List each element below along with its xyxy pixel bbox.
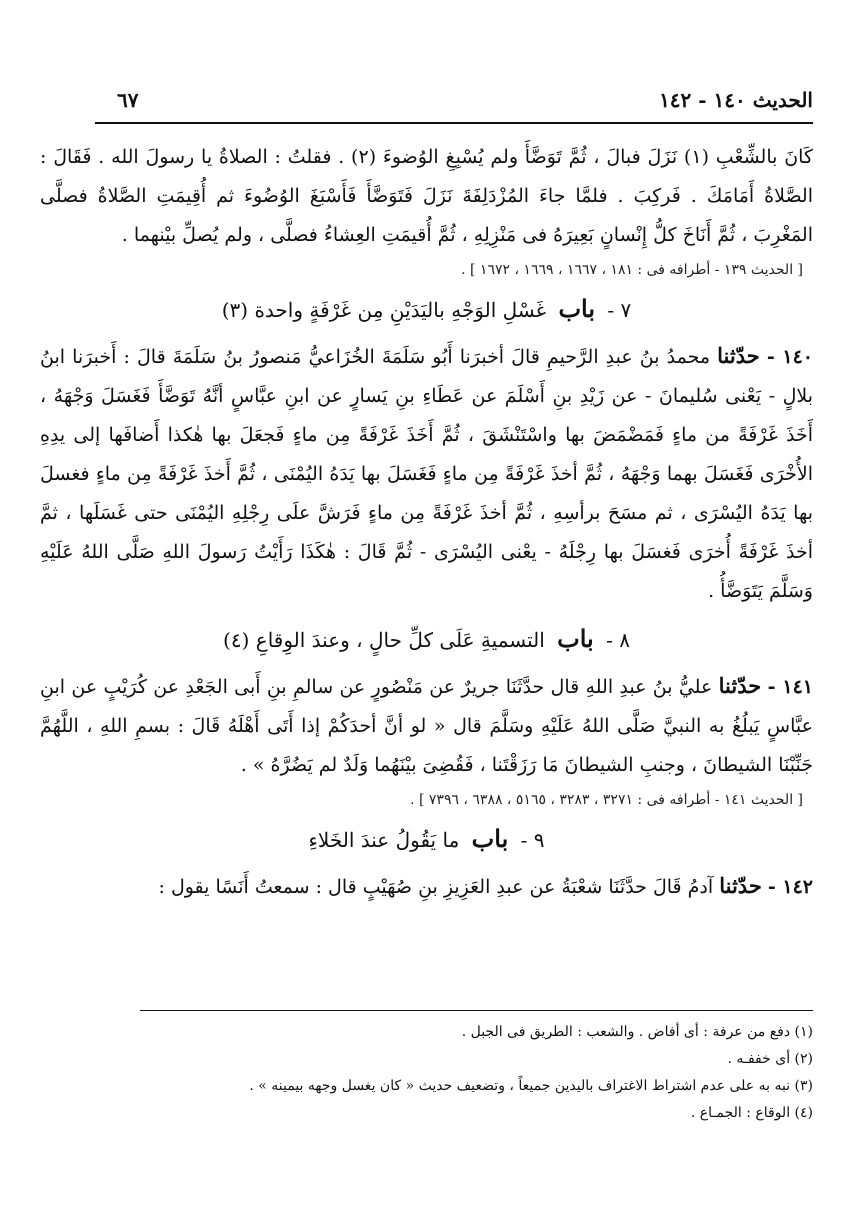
hadith-140 (40, 336, 813, 611)
hadith-141 (40, 666, 813, 785)
hadith-text: آدمُ قَالَ حدَّثَنَا شعْبَةُ عن عبدِ العَزِيزِ بنِ صُهَيْبٍ قال : سمعتُ أَنَسًا يقول : (158, 876, 714, 898)
hadith-number: ١٤١ - (767, 676, 813, 698)
hadith-number: ١٤٠ - (766, 346, 813, 368)
chapter-title: ما يَقُولُ عندَ الخَلاءِ (308, 828, 460, 852)
chapter-8-heading (40, 619, 813, 660)
footnote-4: (٤) الوقاع : الجمـاع . (690, 1105, 813, 1121)
hadith-number: ١٤٢ - (767, 876, 813, 898)
haddathana-label: حدّثنا (719, 873, 762, 898)
chapter-number: ٧ - (607, 298, 632, 322)
hadith-139-reference: [ الحديث ١٣٩ - أطرافه فى : ١٨١ ، ١٦٦٧ ، ١٦٦٩ ، ١٦٧٢ ] . (461, 262, 803, 278)
haddathana-label: حدّثنا (717, 343, 760, 368)
footnote-1: (١) دفع من عرفة : أى أفاض . والشعب : الطريق فى الجبل . (461, 1024, 813, 1040)
chapter-number: ٨ - (606, 628, 630, 652)
chapter-7-heading (40, 289, 813, 330)
chapter-9-heading (40, 819, 813, 860)
haddathana-label: حدّثنا (718, 673, 762, 698)
hadith-text: محمدُ بنُ عبدِ الرَّحيمِ قالَ أخبرَنا أَبُو سَلَمَةَ الخُزَاعيُّ مَنصورُ بنُ سَلَمَةَ قالَ : أَخبرَنا ابنُ بلالٍ - يَعْنى سُليمانَ - عن زَيْدِ بنِ أَسْلَمَ عن عَطَاءِ بنِ يَسارٍ عن ابنِ عبَّاسٍ أنَّهُ تَوَضَّأَ فَغَسَلَ وَجْهَهُ ، أَخَذَ غَرْفَةً من ماءٍ فَمَضْمَضَ بها واسْتَنْشَقَ ، ثُمَّ أَخَذَ غَرْفَةً مِن ماءٍ فَجعَلَ بها هٰكذا أَضافَها إلى يدِهِ الأُخْرَى فَغَسَلَ بهما وَجْهَهُ ، ثُمَّ أخذَ غَرْفَةً مِن ماءٍ فَغَسَلَ بها يَدَهُ اليُمْنَى ، ثُمَّ أَخذَ غَرْفَةً مِن ماءٍ فغسلَ بها يَدَهُ اليُسْرَى ، ثم مسَحَ برأسِهِ ، ثُمَّ أخذَ غَرْفَةً مِن ماءٍ فَرَشَّ علَى رِجْلِهِ اليُمْنَى حتى غَسَلَها ، ثمَّ أخذَ غَرْفَةً أُخرَى فَغسَلَ بها رِجْلَهُ - يعْنى اليُسْرَى - ثُمَّ قَالَ : هٰكَذَا رَأَيْتُ رَسولَ اللهِ صَلَّى اللهُ عَلَيْهِ وَسَلَّمَ يَتَوَضَّأُ . (40, 346, 813, 602)
bab-label: باب (557, 624, 594, 653)
bab-label: باب (558, 294, 596, 323)
chapter-number: ٩ - (520, 828, 545, 852)
footnote-3: (٣) نبه به على عدم اشتراط الاغتراف باليدين جميعاً ، وتضعيف حديث « كان يغسل وجهه بيمينه » . (249, 1078, 813, 1094)
hadith-139-continuation: كَانَ بالشِّعْبِ (١) نَزَلَ فبالَ ، ثُمَّ تَوَضَّأَ ولم يُسْبِغِ الوُضوءَ (٢) . فقلتُ : الصلاةُ يا رسولَ الله . فَقَالَ : الصَّلاةُ أَمَامَكَ . فَركِبَ . فلمَّا جاءَ المُزْدَلِفَةَ نَزَلَ فَتَوَضَّأَ فَأَسْبَغَ الوُضُوءَ ثم أُقِيمَتِ الصَّلاةُ فصلَّى المَغْرِبَ ، ثُمَّ أَنَاخَ كلُّ إِنْسانٍ بَعِيرَهُ فى مَنْزِلِهِ ، ثُمَّ أُقيمَتِ العِشاءُ فصلَّى ، ولم يُصلِّ بيْنهما . (40, 146, 814, 246)
page-content (40, 138, 813, 907)
footnote-2: (٢) أى خففـه . (727, 1051, 813, 1067)
hadith-141-reference: [ الحديث ١٤١ - أطرافه فى : ٣٢٧١ ، ٣٢٨٣ ، ٥١٦٥ ، ٦٣٨٨ ، ٧٣٩٦ ] . (410, 792, 803, 808)
bab-label: باب (471, 824, 509, 853)
footnotes (140, 1010, 813, 1127)
chapter-title: التسميةِ عَلَى كلِّ حالٍ ، وعندَ الوِقاعِ (٤) (223, 628, 545, 652)
hadith-142 (40, 866, 813, 907)
hadith-text: عليُّ بنُ عبدِ اللهِ قال حدَّثَنَا جريرٌ عن مَنْصُورٍ عن سالمِ بنِ أَبى الجَعْدِ عن كُرَيْبٍ عن ابنِ عبَّاسٍ يَبلُغُ به النبيَّ صَلَّى اللهُ عَلَيْهِ وسَلَّمَ قال « لو أنَّ أحدَكُمْ إذا أَتَى أَهْلَهُ قَالَ : بسمِ اللهِ ، اللَّهُمَّ جَنِّبْنَا الشيطانَ ، وجنبِ الشيطانَ مَا رَزَقْتَنا ، فَقُضِىَ بيْنَهُما وَلَدٌ لم يَضُرَّهُ » . (40, 676, 813, 776)
page-header (95, 88, 813, 124)
chapter-title: غَسْلِ الوَجْهِ باليَدَيْنِ مِن غَرْفَةٍ واحدة (٣) (221, 298, 547, 322)
running-head: الحديث ١٤٠ - ١٤٢ (659, 88, 813, 112)
page-number: ٦٧ (117, 88, 139, 112)
